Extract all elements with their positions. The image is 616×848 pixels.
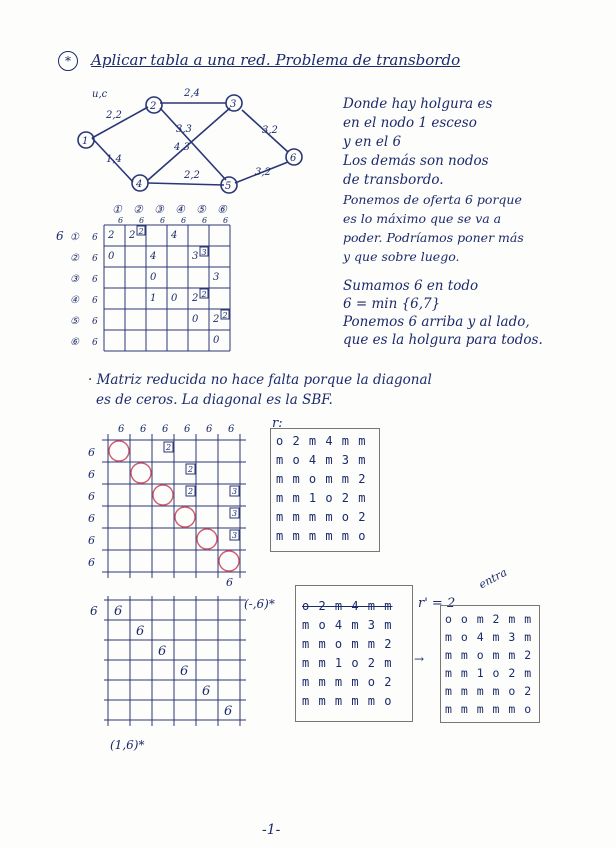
edge-label: 1,4 bbox=[106, 154, 122, 165]
cell-value: 0 bbox=[192, 314, 199, 325]
row-supply: 6 bbox=[88, 468, 95, 481]
note-line: en el nodo 1 esceso bbox=[343, 115, 477, 131]
note-line: Los demás son nodos bbox=[343, 153, 489, 169]
cell-value: 0 bbox=[150, 272, 157, 283]
arrow-icon: → bbox=[414, 652, 425, 666]
cost-value: 3 bbox=[232, 487, 238, 496]
r2-row: m m 1 o 2 m bbox=[302, 656, 393, 670]
r-row: m m 1 o 2 m bbox=[276, 491, 367, 505]
table-3-bottom-label: (1,6)* bbox=[110, 738, 145, 752]
row-supply: 6 bbox=[88, 556, 95, 569]
sum-note-line: Ponemos 6 arriba y al lado, bbox=[343, 314, 530, 330]
cell-value: 0 bbox=[108, 251, 115, 262]
edge-label: 3,3 bbox=[176, 124, 192, 135]
r2-row: o 2 m 4 m m bbox=[302, 599, 393, 613]
diag-value: 6 bbox=[114, 604, 123, 619]
r-row: m m o m m 2 bbox=[276, 472, 367, 486]
col-header: ⑥ bbox=[217, 203, 227, 216]
diag-value: 6 bbox=[136, 624, 145, 639]
r-row: m m m m m o bbox=[276, 529, 367, 543]
row-supply: 6 bbox=[92, 317, 98, 327]
r3-row: m o 4 m 3 m bbox=[445, 630, 533, 644]
row-supply: 6 bbox=[92, 233, 98, 243]
r2-row: m m o m m 2 bbox=[302, 637, 393, 651]
cost-value: 2 bbox=[188, 487, 194, 496]
sum-note-line: Sumamos 6 en todo bbox=[343, 278, 479, 294]
r-label: r: bbox=[272, 416, 283, 431]
node-4-label: 4 bbox=[136, 179, 143, 190]
r2-row: m o 4 m 3 m bbox=[302, 618, 393, 632]
r-row: m o 4 m 3 m bbox=[276, 453, 367, 467]
r3-row: o o m 2 m m bbox=[445, 612, 533, 626]
row-supply: 6 bbox=[92, 254, 98, 264]
left-label: 6 bbox=[90, 604, 98, 618]
cost-value: 2 bbox=[166, 443, 172, 452]
col-supply: 6 bbox=[118, 216, 124, 225]
cell-value: 2 bbox=[192, 293, 199, 304]
r3-row: m m 1 o 2 m bbox=[445, 666, 533, 680]
r-matrix-3 bbox=[445, 610, 532, 718]
node-5-label: 5 bbox=[225, 181, 232, 192]
col-supply: 6 bbox=[139, 216, 145, 225]
cell-value: 4 bbox=[150, 251, 157, 262]
edge-label: 3,2 bbox=[255, 167, 271, 178]
note-line: y que sobre luego. bbox=[343, 249, 460, 264]
row-supply: 6 bbox=[88, 512, 95, 525]
note-line: y en el 6 bbox=[343, 134, 402, 150]
row-label: ② bbox=[70, 253, 79, 264]
arrow-label: (-,6)* bbox=[244, 597, 275, 611]
cost-value: 2 bbox=[138, 227, 144, 236]
r3-row: m m m m o 2 bbox=[445, 684, 533, 698]
r-matrix-2 bbox=[302, 597, 392, 711]
col-header: ③ bbox=[154, 203, 164, 216]
node-6-label: 6 bbox=[290, 153, 297, 164]
col-header: ④ bbox=[175, 203, 185, 216]
node-2-label: 2 bbox=[150, 101, 157, 112]
note-line: de transbordo. bbox=[343, 172, 444, 188]
node-1-label: 1 bbox=[82, 136, 89, 147]
r-matrix bbox=[276, 432, 366, 546]
cost-value: 2 bbox=[222, 311, 228, 320]
col-supply: 6 bbox=[181, 216, 187, 225]
cost-value: 3 bbox=[201, 248, 207, 257]
cost-value: 2 bbox=[188, 465, 194, 474]
diag-value: 6 bbox=[202, 684, 211, 699]
statement-line: es de ceros. La diagonal es la SBF. bbox=[96, 392, 333, 408]
note-line: Donde hay holgura es bbox=[343, 96, 493, 112]
row-label: ① bbox=[70, 232, 79, 243]
edge-label: u,c bbox=[92, 89, 108, 100]
cell-value: 1 bbox=[150, 293, 157, 304]
cell-value: 4 bbox=[171, 230, 178, 241]
statement-line: · Matriz reducida no hace falta porque la diagonal bbox=[88, 372, 432, 388]
row-label: ④ bbox=[70, 295, 79, 306]
col-supply: 6 bbox=[202, 216, 208, 225]
col-header: ② bbox=[133, 203, 143, 216]
edge-label: 2,2 bbox=[106, 110, 122, 121]
cell-value: 3 bbox=[213, 272, 220, 283]
cell-value: 2 bbox=[213, 314, 220, 325]
cost-value: 3 bbox=[232, 531, 238, 540]
col-supply: 6 bbox=[118, 424, 125, 435]
cell-value: 2 bbox=[129, 230, 136, 241]
left-marker: 6 bbox=[56, 229, 64, 243]
row-supply: 6 bbox=[88, 446, 95, 459]
cost-value: 2 bbox=[201, 290, 207, 299]
r-row: m m m m o 2 bbox=[276, 510, 367, 524]
note-line: Ponemos de oferta 6 porque bbox=[343, 192, 522, 207]
cell-value: 0 bbox=[213, 335, 220, 346]
row-supply: 6 bbox=[92, 296, 98, 306]
note-line: poder. Podríamos poner más bbox=[343, 230, 524, 245]
edge-label: 4,3 bbox=[174, 142, 190, 153]
diag-value: 6 bbox=[158, 644, 167, 659]
col-supply: 6 bbox=[140, 424, 147, 435]
col-supply: 6 bbox=[184, 424, 191, 435]
col-header: ⑤ bbox=[196, 203, 206, 216]
row-label: ③ bbox=[70, 274, 79, 285]
entra-label: entra bbox=[476, 565, 510, 592]
row-label: ⑤ bbox=[70, 316, 79, 327]
edge-label: 2,4 bbox=[184, 88, 200, 99]
row-supply: 6 bbox=[92, 338, 98, 348]
page-title: Aplicar tabla a una red. Problema de transbordo bbox=[91, 51, 461, 69]
col-supply: 6 bbox=[162, 424, 169, 435]
star-icon: * bbox=[58, 51, 78, 71]
sum-note-line: que es la holgura para todos. bbox=[343, 332, 543, 348]
r-prime-label: r' = 2 bbox=[418, 596, 456, 611]
edge-label: 2,2 bbox=[184, 170, 200, 181]
cost-value: 3 bbox=[232, 509, 238, 518]
row-supply: 6 bbox=[88, 490, 95, 503]
bottom-label: 6 bbox=[226, 576, 233, 589]
row-supply: 6 bbox=[88, 534, 95, 547]
r-row: o 2 m 4 m m bbox=[276, 434, 367, 448]
row-label: ⑥ bbox=[70, 337, 79, 348]
r3-row: m m o m m 2 bbox=[445, 648, 533, 662]
diag-value: 6 bbox=[224, 704, 233, 719]
row-supply: 6 bbox=[92, 275, 98, 285]
node-3-label: 3 bbox=[230, 99, 237, 110]
diag-value: 6 bbox=[180, 664, 189, 679]
r3-row: m m m m m o bbox=[445, 702, 533, 716]
cell-value: 3 bbox=[192, 251, 199, 262]
cell-value: 2 bbox=[108, 230, 115, 241]
cell-value: 0 bbox=[171, 293, 178, 304]
sum-note-line: 6 = min {6,7} bbox=[343, 296, 441, 312]
col-supply: 6 bbox=[228, 424, 235, 435]
col-supply: 6 bbox=[160, 216, 166, 225]
col-header: ① bbox=[112, 203, 122, 216]
page-number: -1- bbox=[262, 822, 281, 838]
note-line: es lo máximo que se va a bbox=[343, 211, 502, 226]
col-supply: 6 bbox=[223, 216, 229, 225]
r2-row: m m m m o 2 bbox=[302, 675, 393, 689]
r2-row: m m m m m o bbox=[302, 694, 393, 708]
col-supply: 6 bbox=[206, 424, 213, 435]
edge-label: 3,2 bbox=[262, 125, 278, 136]
